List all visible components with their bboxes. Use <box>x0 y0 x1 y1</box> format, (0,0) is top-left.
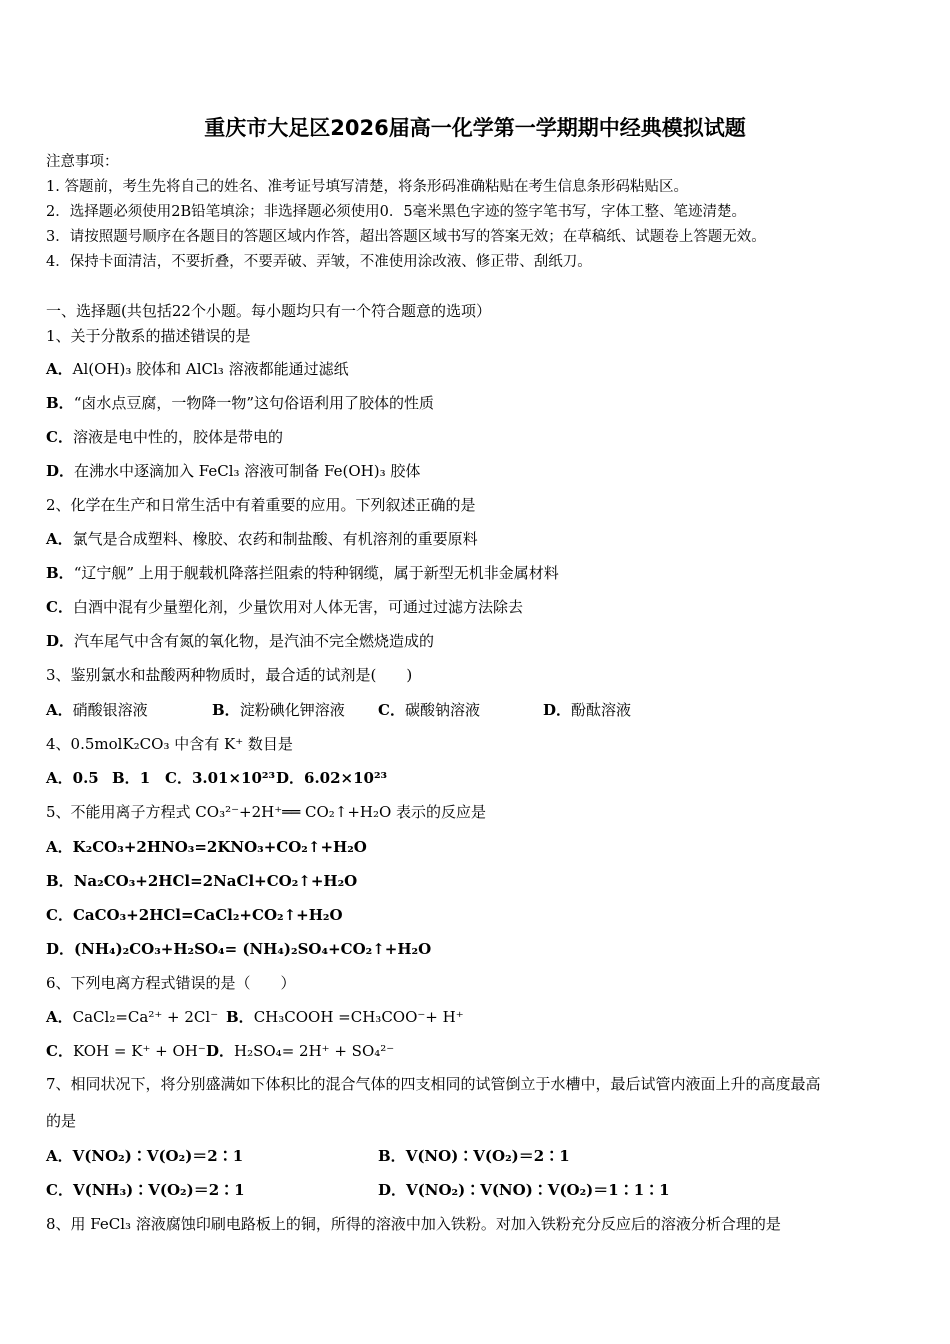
option-label: D． <box>206 1042 235 1060</box>
q2-option-a <box>46 529 478 549</box>
q1-option-d <box>46 461 420 481</box>
notice-heading: 注意事项： <box>46 154 119 170</box>
option-text: “辽宁舰” 上用于舰载机降落拦阻索的特种钢缆，属于新型无机非金属材料 <box>73 564 559 582</box>
option-text: A． <box>46 769 73 787</box>
option-label: D． <box>46 632 75 650</box>
option-text: 0.5 <box>72 769 99 787</box>
q3-option-c <box>378 700 480 720</box>
option-text: B． <box>46 872 74 890</box>
option-text: Al(OH)₃ 胶体和 AlCl₃ 溶液都能通过滤纸 <box>72 360 349 378</box>
option-text: (NH₄)₂CO₃+H₂SO₄= (NH₄)₂SO₄+CO₂↑+H₂O <box>74 940 432 958</box>
option-label: C． <box>46 598 73 616</box>
page-title: 重庆市大足区2026届高一化学第一学期期中经典模拟试题 <box>204 116 746 140</box>
q7-option-b <box>378 1146 570 1166</box>
notice-item-2: 2．选择题必须使用2B铅笔填涂；非选择题必须使用0．5毫米黑色字迹的签字笔书写，字体工整、笔迹清楚。 <box>46 204 747 220</box>
option-text: KOH = K⁺ + OH⁻ <box>72 1042 206 1060</box>
q6-option-d <box>206 1041 394 1061</box>
option-label: B． <box>212 701 240 719</box>
option-text: V(NO₂)∶V(NO)∶V(O₂)＝1∶1∶1 <box>406 1181 670 1199</box>
option-text: CH₃COOH =CH₃COO⁻+ H⁺ <box>253 1008 464 1026</box>
q5-option-a <box>46 837 367 857</box>
option-text: 溶液是电中性的，胶体是带电的 <box>72 428 283 446</box>
q7-stem-line2: 的是 <box>46 1112 77 1130</box>
option-text: B． <box>378 1147 406 1165</box>
option-label: A． <box>46 360 73 378</box>
q3-option-d <box>543 700 631 720</box>
q1-stem: 1、关于分散系的描述错误的是 <box>46 327 251 345</box>
q7-option-c <box>46 1180 245 1200</box>
option-label: D． <box>543 701 572 719</box>
q7-option-a <box>46 1146 243 1166</box>
option-text: V(NO)∶V(O₂)＝2∶1 <box>405 1147 570 1165</box>
option-label: C． <box>46 1042 73 1060</box>
option-label: A． <box>46 701 73 719</box>
option-text: Na₂CO₃+2HCl=2NaCl+CO₂↑+H₂O <box>73 872 358 890</box>
option-label: A． <box>46 1008 73 1026</box>
option-label: C． <box>46 428 73 446</box>
option-text: A． <box>46 838 73 856</box>
q4-option-b <box>112 768 150 788</box>
notice-item-1: 1. 答题前，考生先将自己的姓名、准考证号填写清楚，将条形码准确粘贴在考生信息条形码粘贴区。 <box>46 179 688 195</box>
option-text: D． <box>378 1181 407 1199</box>
q5-stem: 5、不能用离子方程式 CO₃²⁻+2H⁺══ CO₂↑+H₂O 表示的反应是 <box>46 803 487 821</box>
option-text: CaCO₃+2HCl=CaCl₂+CO₂↑+H₂O <box>72 906 343 924</box>
q1-option-a <box>46 359 349 379</box>
option-text: CaCl₂=Ca²⁺ + 2Cl⁻ <box>72 1008 219 1026</box>
q3-option-a <box>46 700 148 720</box>
q4-option-c <box>165 768 275 788</box>
option-text: 碳酸钠溶液 <box>404 701 480 719</box>
q3-stem: 3、鉴别氯水和盐酸两种物质时，最合适的试剂是( ) <box>46 666 413 684</box>
option-text: 白酒中混有少量塑化剂，少量饮用对人体无害，可通过过滤方法除去 <box>72 598 523 616</box>
q4-stem: 4、0.5molK₂CO₃ 中含有 K⁺ 数目是 <box>46 735 293 753</box>
option-text: C． <box>46 906 73 924</box>
q7-stem-line1: 7、相同状况下，将分别盛满如下体积比的混合气体的四支相同的试管倒立于水槽中，最后试管内液面上升的高度最高 <box>46 1075 821 1093</box>
option-label: B． <box>46 394 74 412</box>
q4-option-d <box>276 768 387 788</box>
q5-option-b <box>46 871 357 891</box>
q7-option-d <box>378 1180 670 1200</box>
option-text: C． <box>46 1181 73 1199</box>
option-text: 汽车尾气中含有氮的氧化物，是汽油不完全燃烧造成的 <box>74 632 435 650</box>
option-text: 6.02×10²³ <box>304 769 388 787</box>
option-text: 淀粉碘化钾溶液 <box>239 701 345 719</box>
q6-option-b <box>226 1007 464 1027</box>
option-text: 氯气是合成塑料、橡胶、农药和制盐酸、有机溶剂的重要原料 <box>72 530 478 548</box>
option-label: B． <box>46 564 74 582</box>
q2-option-b <box>46 563 559 583</box>
option-text: 3.01×10²³ <box>191 769 276 787</box>
q2-stem: 2、化学在生产和日常生活中有着重要的应用。下列叙述正确的是 <box>46 496 476 514</box>
q3-option-b <box>212 700 345 720</box>
option-text: B． <box>112 769 140 787</box>
option-text: 在沸水中逐滴加入 FeCl₃ 溶液可制备 Fe(OH)₃ 胶体 <box>74 462 421 480</box>
q8-stem: 8、用 FeCl₃ 溶液腐蚀印刷电路板上的铜，所得的溶液中加入铁粉。对加入铁粉充分反应后的溶液分析合理的是 <box>46 1215 781 1233</box>
section-heading: 一、选择题(共包括22个小题。每小题均只有一个符合题意的选项） <box>46 302 491 320</box>
option-text: 硝酸银溶液 <box>72 701 148 719</box>
q6-stem: 6、下列电离方程式错误的是（ ） <box>46 974 296 992</box>
option-text: D． <box>276 769 305 787</box>
q1-option-c <box>46 427 283 447</box>
q6-option-c <box>46 1041 206 1061</box>
notice-item-3: 3．请按照题号顺序在各题目的答题区域内作答，超出答题区域书写的答案无效；在草稿纸、试题卷上答题无效。 <box>46 229 766 245</box>
option-text: K₂CO₃+2HNO₃=2KNO₃+CO₂↑+H₂O <box>72 838 367 856</box>
option-label: D． <box>46 462 75 480</box>
q2-option-d <box>46 631 434 651</box>
option-text: H₂SO₄= 2H⁺ + SO₄²⁻ <box>234 1042 395 1060</box>
option-label: A． <box>46 530 73 548</box>
option-text: 酚酞溶液 <box>571 701 632 719</box>
notice-item-4: 4．保持卡面清洁，不要折叠，不要弄破、弄皱，不准使用涂改液、修正带、刮纸刀。 <box>46 254 592 270</box>
option-text: V(NH₃)∶V(O₂)＝2∶1 <box>72 1181 245 1199</box>
q5-option-c <box>46 905 343 925</box>
q1-option-b <box>46 393 434 413</box>
q5-option-d <box>46 939 431 959</box>
q6-option-a <box>46 1007 218 1027</box>
option-label: C． <box>378 701 405 719</box>
option-text: A． <box>46 1147 73 1165</box>
q4-option-a <box>46 768 99 788</box>
q2-option-c <box>46 597 523 617</box>
option-label: B． <box>226 1008 254 1026</box>
option-text: V(NO₂)∶V(O₂)＝2∶1 <box>72 1147 244 1165</box>
option-text: “卤水点豆腐，一物降一物”这句俗语利用了胶体的性质 <box>73 394 435 412</box>
option-text: 1 <box>139 769 151 787</box>
option-text: D． <box>46 940 75 958</box>
option-text: C． <box>165 769 192 787</box>
